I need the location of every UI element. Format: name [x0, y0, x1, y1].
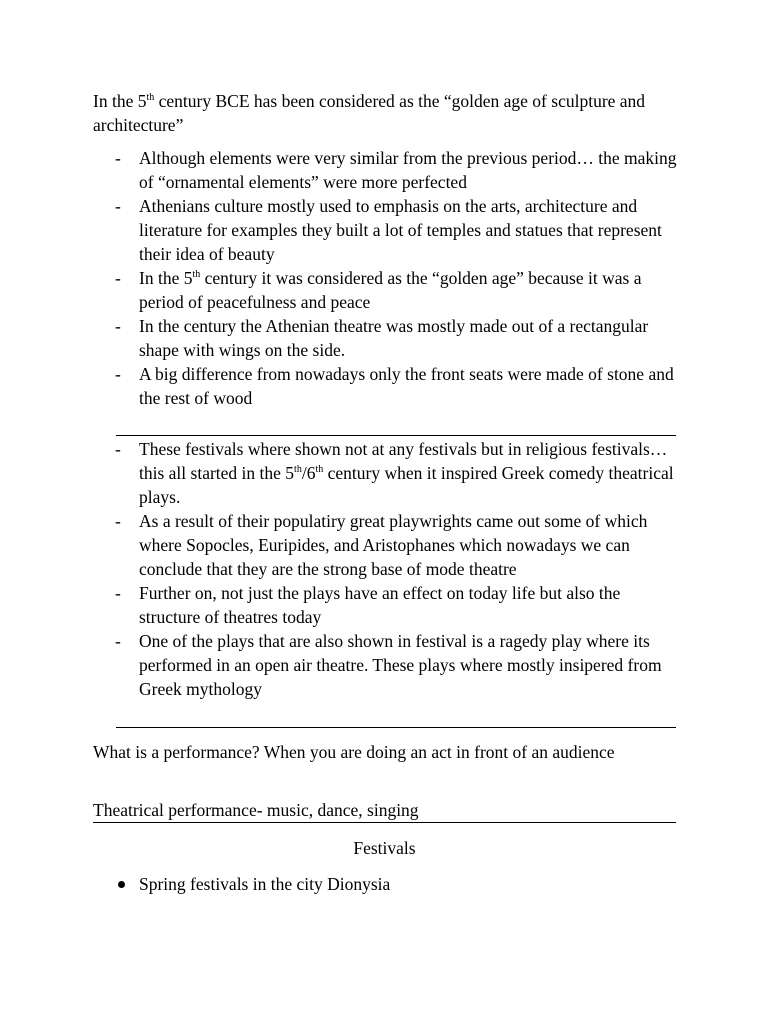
divider-line	[93, 822, 676, 823]
list-item-text: Athenians culture mostly used to emphasis on the arts, architecture and literature for examples they built a lot of temples and statues that represent their idea of beauty	[139, 196, 662, 264]
intro-text-start: In the 5	[93, 91, 147, 111]
list-item	[93, 437, 683, 509]
list-item-text: As a result of their populatiry great playwrights came out some of which where Sopocles, Euripides, and Aristophanes which nowadays we can conclude that they are the strong base of mode theatre	[139, 511, 648, 579]
list-item-text: A big difference from nowadays only the front seats were made of stone and the rest of wood	[139, 364, 674, 408]
dash-marker: -	[115, 148, 121, 168]
list-item-text: One of the plays that are also shown in festival is a ragedy play where its performed in an open air theatre. These plays where mostly insipered from Greek mythology	[139, 631, 662, 699]
list-item	[93, 266, 683, 314]
list-item	[93, 362, 683, 410]
list-item-text: In the century the Athenian theatre was mostly made out of a rectangular shape with wings on the side.	[139, 316, 649, 360]
theatrical-performance-line: Theatrical performance- music, dance, singing	[93, 800, 419, 820]
dash-list-festivals	[93, 437, 683, 701]
list-item-text: century it was considered as the “golden age” because it was a period of peacefulness and peace	[139, 268, 642, 312]
bullet-list	[93, 872, 683, 896]
performance-question: What is a performance? When you are doing an act in front of an audience	[93, 742, 615, 762]
list-item-superscript: th	[192, 269, 201, 280]
list-item-text: /6	[301, 463, 316, 483]
dash-list-architecture	[93, 146, 683, 410]
list-item	[93, 872, 683, 896]
list-item	[93, 314, 683, 362]
list-item	[93, 581, 683, 629]
dash-marker: -	[115, 583, 121, 603]
dash-marker: -	[115, 268, 121, 288]
list-item	[93, 194, 683, 266]
list-item-superscript: th	[294, 464, 302, 475]
divider-line	[116, 727, 676, 728]
intro-superscript: th	[146, 92, 155, 103]
list-item	[93, 629, 683, 701]
list-item-text: Although elements were very similar from the previous period… the making of “ornamental elements” were more perfected	[139, 148, 677, 192]
dash-marker: -	[115, 439, 121, 459]
section-heading: Festivals	[353, 838, 416, 858]
list-item-text: In the 5	[139, 268, 193, 288]
intro-paragraph	[93, 89, 683, 137]
divider-line	[116, 435, 676, 436]
list-item-text: These festivals where shown not at any festivals but in religious festivals… this all started in the 5	[139, 439, 668, 483]
list-item	[93, 146, 683, 194]
list-item-superscript: th	[315, 464, 324, 475]
dash-marker: -	[115, 316, 121, 336]
dash-marker: -	[115, 631, 121, 651]
list-item-text: Spring festivals in the city Dionysia	[139, 874, 391, 894]
list-item	[93, 509, 683, 581]
list-item-text: Further on, not just the plays have an effect on today life but also the structure of theatres today	[139, 583, 621, 627]
dash-marker: -	[115, 511, 121, 531]
intro-text-end: century BCE has been considered as the “golden age of sculpture and architecture”	[93, 91, 646, 135]
dash-marker: -	[115, 196, 121, 216]
dash-marker: -	[115, 364, 121, 384]
bullet-marker	[118, 881, 125, 888]
list-item-text: century when it inspired Greek comedy theatrical plays.	[139, 463, 674, 507]
